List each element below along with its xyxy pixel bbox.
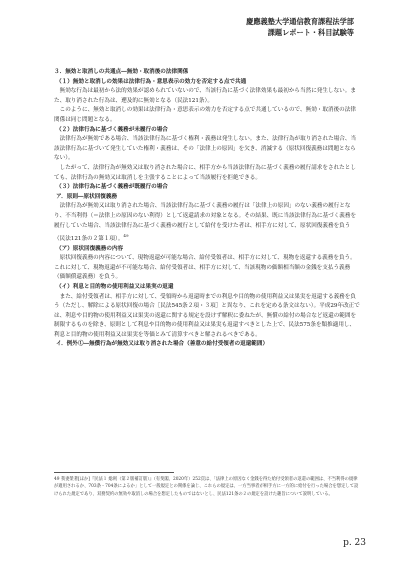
page-number: p. 23	[343, 538, 366, 548]
page-header	[246, 16, 354, 38]
paragraph: 原状回復義務の内容について、現物返還が可能な場合、給付受領者は、相手方に対して、現物を返還する義務を負う。これに対して、現物返還が不可能な場合、給付受領者は、相手方に対して、当該現物の価額相当額の金銭を支払う義務（価額償還義務）を負う。	[54, 255, 356, 281]
footnote-rule	[54, 472, 174, 473]
paragraph: 無効な行為は最初から法的効果が認められていないので、当該行為に基づく法律効果も最初から当然に発生しない。また、取り消された行為は、遡及的に無効となる（民法121条）。	[54, 88, 356, 104]
document-body	[54, 68, 360, 350]
paragraph: 法律行為が無効である場合、当該法律行為に基づく権利・義務は発生しない。また、法律行為が取り消された場合、当該法律行為に基づいて発生していた権利・義務は、その「法律上の原因」を欠き、消滅する（原状回復義務は問題とならない）。	[54, 136, 357, 162]
footnote: 49 我妻榮著[ほか]『民法１ 総則（第２版補訂版）』（有斐閣、2020年）252頁は、「法律上の原因なく金銭を得た給付受領者の返還の範囲は、不当利得の規律が適用されるか、703条・704条によるか」として一般規定との関係を論じ、これらの規定は、一方当事者が相手方に一方的に給付を行った場合を想定して設けられた規定であり、双務契約の無効や取消しの場合を想定したものではないとし、民法121条の２の規定を設けた趣旨について説明している。	[54, 477, 359, 497]
paragraph: このように、無効と取消しの効果は法律行為・意思表示の効力を否定する点で共通しているので、無効・取消後の法律関係は同じ問題となる。	[54, 107, 356, 123]
report-type: 課題レポート・科目試験等	[267, 28, 354, 37]
university-name: 慶應義塾大学通信教育課程法学部	[246, 17, 354, 26]
subsection-heading: イ．例外①―無償行為が無効又は取り消された場合（善意の給付受領者の返還範囲）	[56, 341, 269, 348]
section-heading: ３．無効と取消しの共通点―無効・取消後の法律関係	[54, 69, 189, 75]
paragraph: したがって、法律行為が無効又は取り消された場合に、相手方から当該法律行為に基づく義務の履行請求をされたとしても、法律行為の無効又は取消しを主張することによって当該履行を拒絶できる。	[54, 164, 356, 181]
paragraph-text: 法律行為が無効又は取り消された場合、当該法律行為に基づく義務の履行は「法律上の原因」のない義務の履行となり、不当利得（＝法律上の原因のない利得）として返還請求の対象となる。その結果、既に当該法律行為に基づく義務を履行していた場合、当該法律行為に基づく義務の履行として給付を受けた者は、相手方に対して、原状回復義務を負う（民法121条の２第１項）。	[54, 203, 357, 242]
subsection-heading: （２）法律行為に基づく義務が未履行の場合	[56, 126, 168, 133]
paragraph: また、給付受領者は、相手方に対して、受領時から返還時までの利息や目的物の使用利益又は果実を返還する義務を負う（ただし、解除による原状回復の場合［民法545条２項・３項］と異なり、これを定める条文はない）。平成29年改正では、利息や目的物の使用利益又は果実の返還に関する規定を設けず解釈に委ねたが、無償の給付の場合など返還の範囲を制限するものを除き、原則として利息や目的物の使用利益又は果実も返還すべきとした上で、民法575条を類推適用し、利息と目的物の使用利益又は果実を等価とみて清算すべきと解されるべきである。	[54, 293, 360, 338]
subsection-heading: ア．原則―原状回復義務	[56, 193, 118, 200]
footnote-marker: 49	[123, 233, 129, 239]
subsection-heading: （１）無効と取消しの効果は法律行為・意思表示の効力を否定する点で共通	[56, 78, 247, 85]
subsection-heading: （３）法律行為に基づく義務が既履行の場合	[56, 184, 168, 191]
subsection-heading: （ア）原状回復義務の内容	[56, 245, 124, 252]
subsection-heading: （イ）利息と目的物の使用利益又は果実の返還	[56, 283, 174, 290]
paragraph	[54, 202, 360, 244]
